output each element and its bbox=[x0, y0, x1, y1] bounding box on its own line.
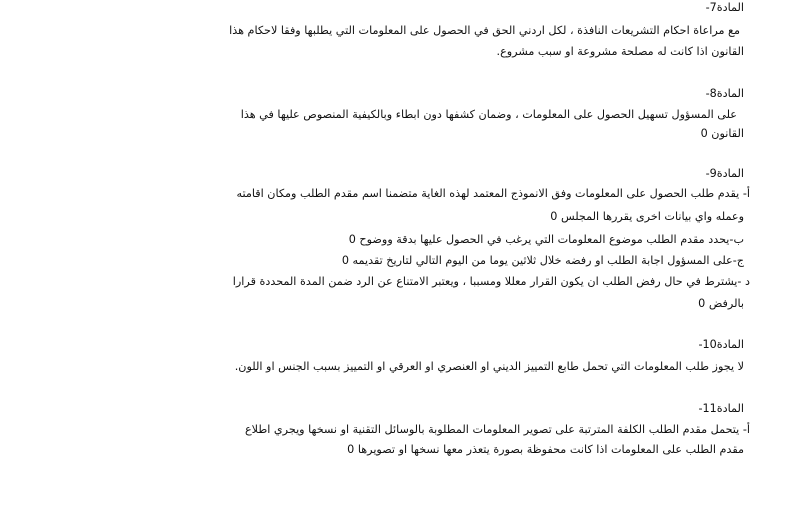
article-11-line-2: مقدم الطلب على المعلومات اذا كانت محفوظة بصورة يتعذر معها نسخها او تصويرها 0 bbox=[347, 443, 744, 456]
article-7-line-2: القانون اذا كانت له مصلحة مشروعة او سبب مشروع. bbox=[496, 45, 744, 58]
article-11-line-1: أ- يتحمل مقدم الطلب الكلفة المترتبة على تصوير المعلومات المطلوبة بالوسائل التقنية او نسخها ويجري اطلاع bbox=[245, 423, 750, 436]
article-9-line-1: أ- يقدم طلب الحصول على المعلومات وفق الانموذج المعتمد لهذه الغاية متضمنا اسم مقدم الطلب ومكان اقامته bbox=[236, 187, 750, 200]
article-9-heading: المادة9- bbox=[705, 167, 744, 180]
article-10-line-1: لا يجوز طلب المعلومات التي تحمل طابع التمييز الديني او العنصري او العرقي او التمييز بسبب الجنس او اللون. bbox=[234, 360, 744, 373]
article-10-heading: المادة10- bbox=[698, 338, 744, 351]
article-8-line-1: على المسؤول تسهيل الحصول على المعلومات ، وضمان كشفها دون ابطاء وبالكيفية المنصوص عليها في هذا bbox=[240, 108, 737, 121]
article-9-line-6: بالرفض 0 bbox=[698, 297, 744, 310]
article-8-line-2: القانون 0 bbox=[700, 127, 744, 140]
article-9-line-2: وعمله واي بيانات اخرى يقررها المجلس 0 bbox=[550, 210, 744, 223]
article-8-heading: المادة8- bbox=[705, 87, 744, 100]
article-9-line-4: ج-على المسؤول اجابة الطلب او رفضه خلال ثلاثين يوما من اليوم التالي لتاريخ تقديمه 0 bbox=[341, 254, 744, 267]
article-11-heading: المادة11- bbox=[698, 402, 744, 415]
article-9-line-3: ب-يحدد مقدم الطلب موضوع المعلومات التي يرغب في الحصول عليها بدقة ووضوح 0 bbox=[348, 233, 744, 246]
article-7-heading: المادة7- bbox=[705, 1, 744, 14]
article-7-line-1: مع مراعاة احكام التشريعات النافذة ، لكل اردني الحق في الحصول على المعلومات التي يطلبها وفقا لاحكام هذا bbox=[229, 24, 740, 37]
article-9-line-5: د -يشترط في حال رفض الطلب ان يكون القرار معللا ومسببا ، ويعتبر الامتناع عن الرد ضمن المدة المحددة قرارا bbox=[232, 275, 750, 288]
